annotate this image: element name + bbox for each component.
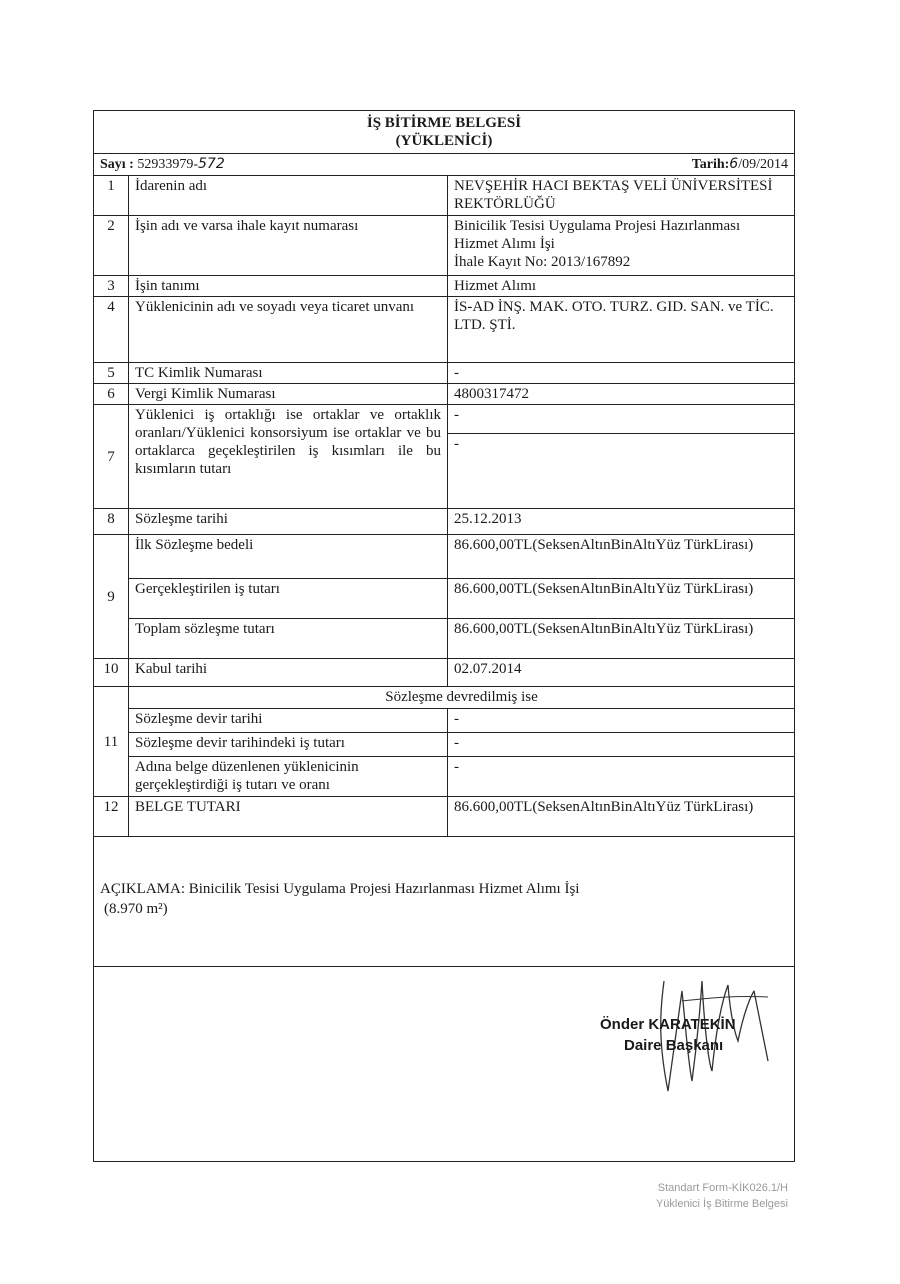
tarih-value: /09/2014 (738, 157, 788, 172)
row-value: - (448, 733, 795, 757)
row-value: İS-AD İNŞ. MAK. OTO. TURZ. GID. SAN. ve TİC. LTD. ŞTİ. (448, 297, 795, 363)
row-label: TC Kimlik Numarası (129, 363, 448, 384)
table-row (94, 687, 795, 709)
row-number: 2 (94, 216, 129, 276)
footer-line-2: Yüklenici İş Bitirme Belgesi (655, 1198, 788, 1210)
sayi-value: 52933979- (137, 157, 199, 172)
row-number: 3 (94, 276, 129, 297)
section-header: Sözleşme devredilmiş ise (129, 687, 795, 709)
row-value: Hizmet Alımı (448, 276, 795, 297)
document-subtitle: (YÜKLENİCİ) (395, 133, 493, 149)
header-divider (94, 153, 794, 154)
row-value: 86.600,00TL(SeksenAltınBinAltıYüz TürkLirası) (448, 535, 795, 579)
document-title: İŞ BİTİRME BELGESİ (366, 115, 522, 131)
signer-name: Önder KARATEKİN (600, 1016, 736, 1033)
row-number: 6 (94, 384, 129, 405)
aciklama-line-1: AÇIKLAMA: Binicilik Tesisi Uygulama Projesi Hazırlanması Hizmet Alımı İşi (100, 881, 580, 897)
document-frame (93, 110, 795, 1162)
aciklama-line-2: (8.970 m²) (104, 901, 168, 917)
signature-scribble (642, 971, 772, 1101)
sayi-label: Sayı : (100, 157, 134, 172)
row-value: 86.600,00TL(SeksenAltınBinAltıYüz TürkLirası) (448, 619, 795, 659)
table-row (94, 709, 795, 733)
row-value: 4800317472 (448, 384, 795, 405)
row-label: İlk Sözleşme bedeli (129, 535, 448, 579)
certificate-table (93, 175, 795, 837)
row-label: Sözleşme tarihi (129, 509, 448, 535)
row-value: - (448, 363, 795, 384)
row-label: Vergi Kimlik Numarası (129, 384, 448, 405)
row-value: - (448, 709, 795, 733)
row-value: 86.600,00TL(SeksenAltınBinAltıYüz TürkLirası) (448, 579, 795, 619)
row-value: NEVŞEHİR HACI BEKTAŞ VELİ ÜNİVERSİTESİ REKTÖRLÜĞÜ (448, 176, 795, 216)
table-row (94, 535, 795, 579)
table-row (94, 733, 795, 757)
sayi-handwritten: 572 (198, 156, 225, 172)
row-label: Sözleşme devir tarihi (129, 709, 448, 733)
row-label: Adına belge düzenlenen yüklenicinin gerçekleştirdiği iş tutarı ve oranı (129, 757, 448, 797)
row-label: İşin tanımı (129, 276, 448, 297)
row-value: 86.600,00TL(SeksenAltınBinAltıYüz TürkLirası) (448, 797, 795, 837)
tarih-label: Tarih: (691, 157, 730, 172)
row-number: 11 (94, 687, 129, 797)
table-row (94, 509, 795, 535)
aciklama-block (100, 879, 780, 919)
job-name: Binicilik Tesisi Uygulama Projesi Hazırlanması Hizmet Alımı İşi (454, 218, 741, 252)
table-row (94, 659, 795, 687)
row-label: İdarenin adı (129, 176, 448, 216)
tarih-handwritten: 6 (729, 156, 739, 172)
table-row (94, 405, 795, 509)
table-row (94, 216, 795, 276)
table-row (94, 276, 795, 297)
table-row (94, 384, 795, 405)
table-row (94, 619, 795, 659)
table-row (94, 363, 795, 384)
sayi-field (100, 156, 225, 173)
row-label: Gerçekleştirilen iş tutarı (129, 579, 448, 619)
table-row (94, 579, 795, 619)
row-label: Yüklenicinin adı ve soyadı veya ticaret unvanı (129, 297, 448, 363)
row-value: - (448, 757, 795, 797)
row-label: Yüklenici iş ortaklığı ise ortaklar ve ortaklık oranları/Yüklenici konsorsiyum ise ortaklar ve bu ortaklarca geçekleştirilen iş kısımları ile bu kısımların tutarı (129, 405, 448, 509)
row-label: Sözleşme devir tarihindeki iş tutarı (129, 733, 448, 757)
table-row (94, 757, 795, 797)
row-number: 10 (94, 659, 129, 687)
row-number: 4 (94, 297, 129, 363)
row-number: 5 (94, 363, 129, 384)
table-row (94, 297, 795, 363)
row-number: 7 (94, 405, 129, 509)
partner-value-2: - (454, 436, 459, 452)
row-value: 02.07.2014 (448, 659, 795, 687)
row-number: 1 (94, 176, 129, 216)
tender-number: İhale Kayıt No: 2013/167892 (454, 254, 631, 270)
partner-value-1: - (448, 405, 794, 434)
row-number: 8 (94, 509, 129, 535)
signer-title: Daire Başkanı (624, 1037, 724, 1054)
row-label: Toplam sözleşme tutarı (129, 619, 448, 659)
row-label: BELGE TUTARI (129, 797, 448, 837)
form-footer (656, 1180, 788, 1212)
row-number: 12 (94, 797, 129, 837)
row-value: 25.12.2013 (448, 509, 795, 535)
row-value (448, 405, 795, 509)
row-label: İşin adı ve varsa ihale kayıt numarası (129, 216, 448, 276)
table-row (94, 176, 795, 216)
signature-divider (94, 966, 794, 967)
row-number: 9 (94, 535, 129, 659)
table-row (94, 797, 795, 837)
row-label: Kabul tarihi (129, 659, 448, 687)
tarih-field (692, 156, 788, 173)
footer-line-1: Standart Form-KİK026.1/H (657, 1182, 788, 1194)
row-value (448, 216, 795, 276)
